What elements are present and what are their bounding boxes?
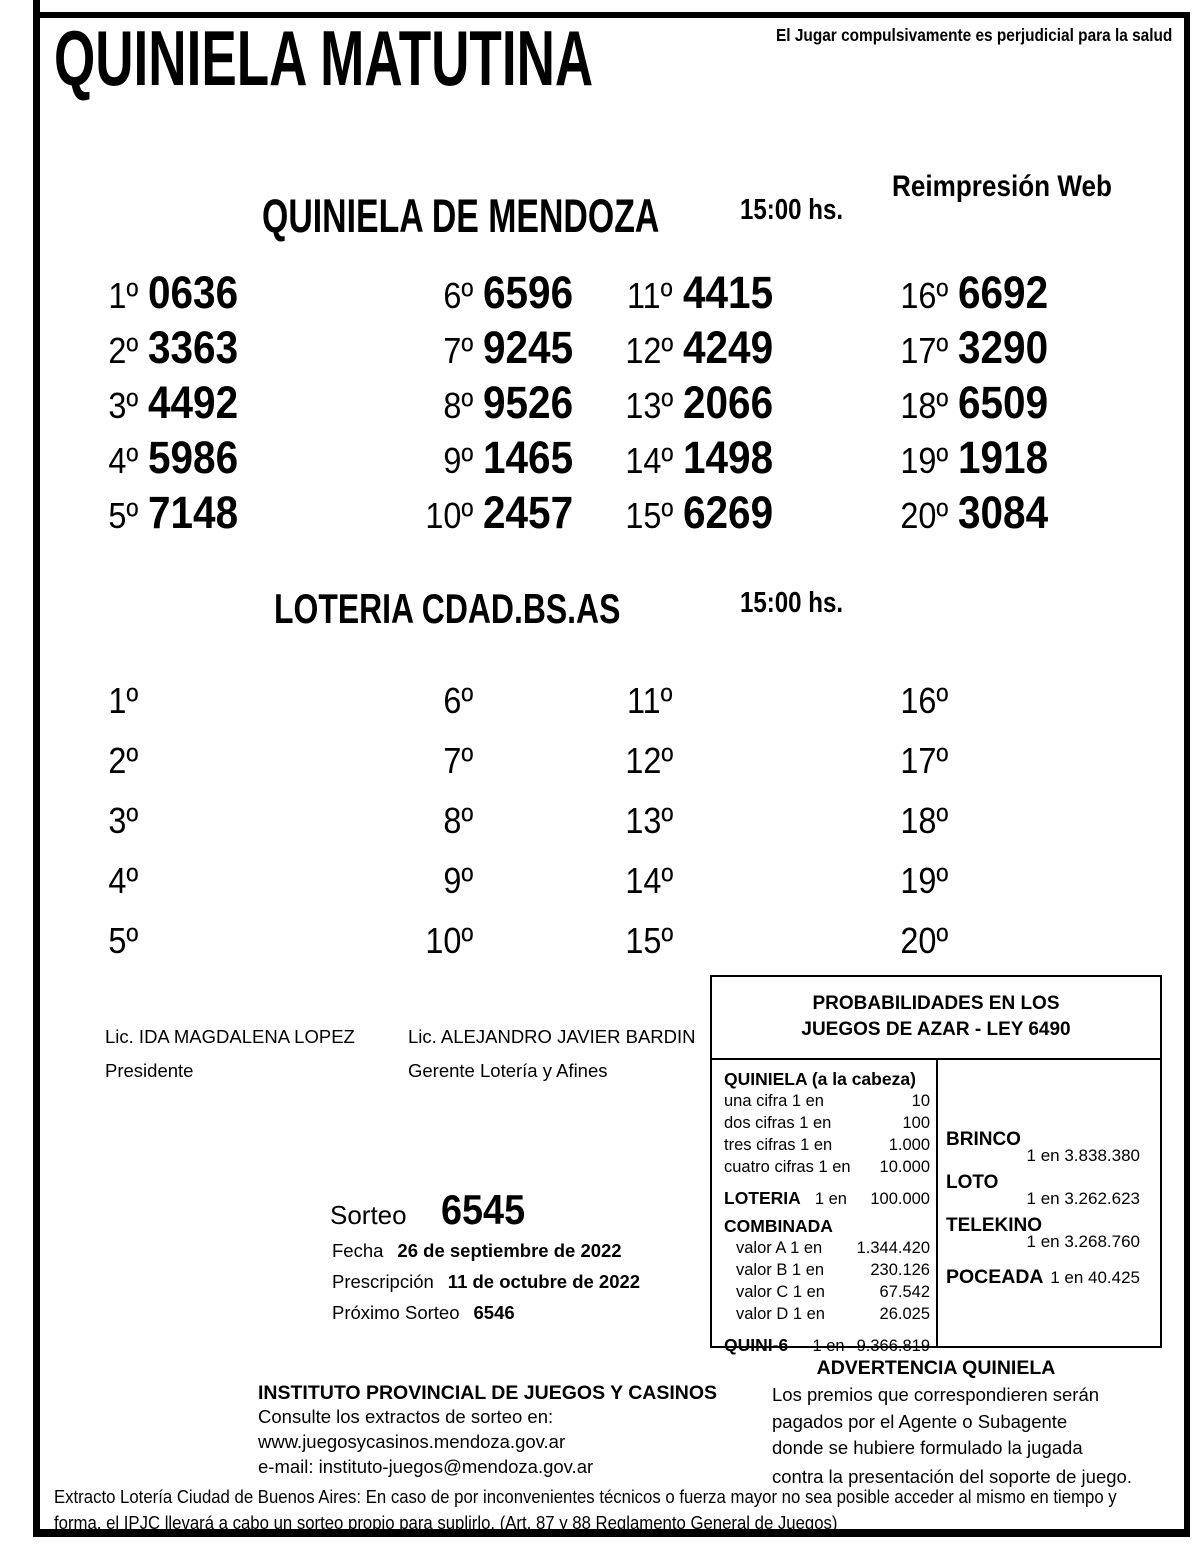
position-label: 5º	[108, 920, 138, 961]
position-label: 8º	[443, 385, 473, 426]
game-brinco: BRINCO 1 en 3.838.380	[946, 1129, 1140, 1165]
health-warning: El Jugar compulsivamente es perjudicial para la salud	[775, 25, 1172, 45]
proximo-value: 6546	[473, 1302, 515, 1323]
bsas-position-4	[60, 856, 138, 914]
position-label: 1º	[108, 275, 138, 316]
bsas-position-16	[870, 676, 948, 734]
mendoza-result-7	[395, 323, 583, 384]
mendoza-result-6	[395, 268, 583, 329]
mendoza-result-10	[395, 488, 583, 549]
winning-number: 1465	[483, 432, 574, 483]
bsas-position-9	[395, 856, 473, 914]
instituto-website: www.juegosycasinos.mendoza.gov.ar	[258, 1430, 566, 1452]
position-label: 14º	[625, 860, 673, 901]
page-title: QUINIELA MATUTINA	[54, 14, 594, 102]
official-president	[105, 1026, 355, 1082]
position-label: 17º	[900, 740, 948, 781]
position-label: 4º	[108, 440, 138, 481]
instituto-consulte-line: Consulte los extractos de sorteo en:	[258, 1406, 554, 1427]
position-label: 12º	[625, 740, 673, 781]
position-label: 18º	[900, 385, 948, 426]
winning-number: 9245	[483, 322, 574, 373]
bsas-position-14	[595, 856, 673, 914]
prob-row: valor B 1 en 230.126	[736, 1261, 930, 1279]
mendoza-result-9	[395, 433, 583, 494]
mendoza-result-15	[595, 488, 783, 549]
probabilities-title-line1: PROBABILIDADES EN LOS	[812, 993, 1060, 1014]
winning-number: 6596	[483, 267, 574, 318]
position-label: 7º	[443, 330, 473, 371]
bsas-position-17	[870, 736, 948, 794]
winning-number: 6692	[958, 267, 1049, 318]
advertencia-title: ADVERTENCIA QUINIELA	[816, 1357, 1056, 1379]
mendoza-result-17	[870, 323, 1058, 384]
advertencia-line: pagados por el Agente o Subagente	[772, 1410, 1068, 1432]
game-telekino: TELEKINO 1 en 3.268.760	[946, 1215, 1140, 1251]
draw-number-line	[330, 1186, 534, 1234]
advertencia-line: donde se hubiere formulado la jugada	[772, 1437, 1083, 1458]
position-label: 9º	[443, 860, 473, 901]
position-label: 6º	[443, 275, 473, 316]
probabilities-title-line2: JUEGOS DE AZAR - LEY 6490	[801, 1019, 1071, 1040]
reprint-label: Reimpresión Web	[892, 170, 1112, 203]
sorteo-label: Sorteo	[330, 1200, 407, 1230]
prob-row: una cifra 1 en 10	[724, 1092, 930, 1110]
winning-number: 4415	[683, 267, 774, 318]
draw-date-line	[332, 1240, 622, 1262]
position-label: 20º	[900, 495, 948, 536]
next-draw-line	[332, 1302, 515, 1324]
official-name: Lic. ALEJANDRO JAVIER BARDIN	[408, 1026, 696, 1047]
mendoza-result-2	[60, 323, 248, 384]
bsas-draw-time: 15:00 hs.	[740, 587, 844, 619]
position-label: 6º	[443, 680, 473, 721]
bsas-position-8	[395, 796, 473, 854]
winning-number: 6269	[683, 487, 774, 538]
quini6-prob-row: QUINI-6 1 en 9.366.819	[724, 1335, 930, 1355]
winning-number: 4492	[148, 377, 239, 428]
probabilities-box	[710, 975, 1162, 1355]
winning-number: 2066	[683, 377, 774, 428]
bsas-position-3	[60, 796, 138, 854]
official-role: Presidente	[105, 1060, 194, 1081]
sorteo-number: 6545	[440, 1186, 525, 1233]
bsas-position-18	[870, 796, 948, 854]
quiniela-header: QUINIELA (a la cabeza)	[724, 1069, 916, 1089]
page-border-artifact	[33, 0, 40, 12]
winning-number: 3084	[958, 487, 1049, 538]
official-name: Lic. IDA MAGDALENA LOPEZ	[105, 1026, 355, 1047]
position-label: 13º	[625, 385, 673, 426]
position-label: 15º	[625, 920, 673, 961]
position-label: 19º	[900, 860, 948, 901]
mendoza-result-20	[870, 488, 1058, 549]
winning-number: 0636	[148, 267, 239, 318]
proximo-label: Próximo Sorteo	[332, 1302, 460, 1323]
position-label: 2º	[108, 740, 138, 781]
position-label: 3º	[108, 800, 138, 841]
fecha-label: Fecha	[332, 1240, 384, 1261]
position-label: 14º	[625, 440, 673, 481]
prescripcion-label: Prescripción	[332, 1271, 434, 1292]
bsas-position-7	[395, 736, 473, 794]
position-label: 7º	[443, 740, 473, 781]
winning-number: 6509	[958, 377, 1049, 428]
position-label: 1º	[108, 680, 138, 721]
position-label: 2º	[108, 330, 138, 371]
position-label: 12º	[625, 330, 673, 371]
mendoza-draw-time: 15:00 hs.	[740, 194, 844, 226]
game-poceada: POCEADA 1 en 40.425	[946, 1266, 1140, 1288]
mendoza-result-5	[60, 488, 248, 549]
prob-row: valor A 1 en 1.344.420	[736, 1239, 930, 1257]
prob-row: valor C 1 en 67.542	[736, 1283, 930, 1301]
position-label: 16º	[900, 680, 948, 721]
position-label: 18º	[900, 800, 948, 841]
position-label: 8º	[443, 800, 473, 841]
prob-row: tres cifras 1 en 1.000	[724, 1136, 930, 1154]
mendoza-result-18	[870, 378, 1058, 439]
official-manager	[408, 1026, 696, 1082]
mendoza-result-11	[595, 268, 783, 329]
mendoza-result-4	[60, 433, 248, 494]
bsas-position-5	[60, 916, 138, 974]
bsas-position-15	[595, 916, 673, 974]
mendoza-result-14	[595, 433, 783, 494]
position-label: 10º	[425, 920, 473, 961]
mendoza-result-13	[595, 378, 783, 439]
prob-row: dos cifras 1 en 100	[724, 1114, 930, 1132]
probabilities-right-column	[938, 1060, 1160, 1346]
mendoza-result-3	[60, 378, 248, 439]
game-loto: LOTO 1 en 3.262.623	[946, 1172, 1140, 1208]
bsas-position-10	[395, 916, 473, 974]
prob-row: cuatro cifras 1 en 10.000	[724, 1158, 930, 1176]
footer-disclaimer	[54, 1484, 1197, 1536]
prescripcion-value: 11 de octubre de 2022	[447, 1271, 641, 1292]
mendoza-result-1	[60, 268, 248, 329]
position-label: 16º	[900, 275, 948, 316]
mendoza-result-19	[870, 433, 1058, 494]
instituto-name: INSTITUTO PROVINCIAL DE JUEGOS Y CASINOS	[258, 1382, 718, 1404]
position-label: 10º	[425, 495, 473, 536]
position-label: 4º	[108, 860, 138, 901]
bsas-position-12	[595, 736, 673, 794]
position-label: 3º	[108, 385, 138, 426]
mendoza-section-title: QUINIELA DE MENDOZA	[262, 189, 660, 242]
bsas-position-13	[595, 796, 673, 854]
bsas-position-2	[60, 736, 138, 794]
position-label: 20º	[900, 920, 948, 961]
winning-number: 4249	[683, 322, 774, 373]
position-label: 11º	[627, 275, 673, 316]
bsas-position-1	[60, 676, 138, 734]
bsas-position-6	[395, 676, 473, 734]
position-label: 15º	[625, 495, 673, 536]
position-label: 19º	[900, 440, 948, 481]
prob-row: valor D 1 en 26.025	[736, 1305, 930, 1323]
bsas-position-19	[870, 856, 948, 914]
position-label: 5º	[108, 495, 138, 536]
combinada-header: COMBINADA	[724, 1216, 833, 1236]
winning-number: 9526	[483, 377, 574, 428]
mendoza-result-8	[395, 378, 583, 439]
position-label: 13º	[625, 800, 673, 841]
probabilities-left-column	[712, 1060, 938, 1355]
footer-line-2: forma, el IPJC llevará a cabo un sorteo propio para suplirlo. (Art. 87 y 88 Reglamento General de Juegos)	[54, 1513, 838, 1533]
winning-number: 1498	[683, 432, 774, 483]
winning-number: 3290	[958, 322, 1049, 373]
mendoza-result-12	[595, 323, 783, 384]
footer-line-1: Extracto Lotería Ciudad de Buenos Aires: En caso de por inconvenientes técnicos o fuerza mayor no sea posible acceder al mismo en tiempo y	[54, 1487, 1117, 1507]
advertencia-line: Los premios que correspondieren serán	[772, 1384, 1100, 1405]
loteria-prob-row: LOTERIA 1 en 100.000	[724, 1188, 930, 1208]
winning-number: 3363	[148, 322, 239, 373]
instituto-email: e-mail: instituto-juegos@mendoza.gov.ar	[258, 1455, 594, 1477]
bsas-position-11	[595, 676, 673, 734]
mendoza-result-16	[870, 268, 1058, 329]
advertencia-text	[772, 1382, 1132, 1490]
winning-number: 1918	[958, 432, 1049, 483]
probabilities-title	[712, 977, 1160, 1060]
winning-number: 7148	[148, 487, 239, 538]
position-label: 17º	[900, 330, 948, 371]
draw-prescription-line	[332, 1271, 640, 1293]
position-label: 9º	[443, 440, 473, 481]
advertencia-line: contra la presentación del soporte de juego.	[772, 1465, 1132, 1487]
instituto-block	[258, 1381, 717, 1479]
winning-number: 2457	[483, 487, 574, 538]
official-role: Gerente Lotería y Afines	[408, 1060, 608, 1081]
bsas-section-title: LOTERIA CDAD.BS.AS	[274, 585, 621, 632]
position-label: 11º	[627, 680, 673, 721]
fecha-value: 26 de septiembre de 2022	[397, 1240, 622, 1261]
winning-number: 5986	[148, 432, 239, 483]
bsas-position-20	[870, 916, 948, 974]
